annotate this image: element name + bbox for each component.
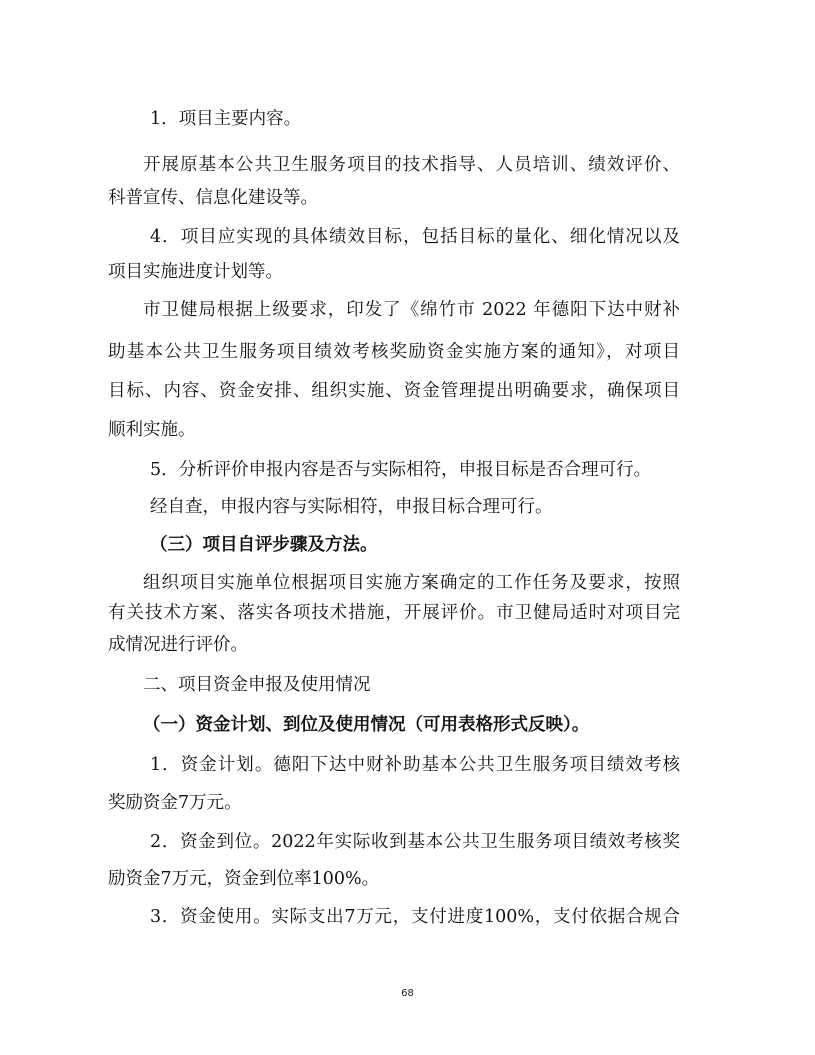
paragraph-line: 助基本公共卫生服务项目绩效考核奖励资金实施方案的通知》，对项目 (108, 342, 680, 362)
paragraph-line: 励资金7万元，资金到位率100%。 (108, 869, 380, 889)
paragraph-line: 组织项目实施单位根据项目实施方案确定的工作任务及要求，按照 (143, 573, 680, 593)
paragraph-line: 4．项目应实现的具体绩效目标，包括目标的量化、细化情况以及 (150, 227, 680, 247)
paragraph-line: 目标、内容、资金安排、组织实施、资金管理提出明确要求，确保项目 (108, 381, 680, 401)
paragraph-line: 3．资金使用。实际支出7万元，支付进度100%，支付依据合规合 (150, 907, 680, 927)
paragraph-self-check: 经自查，申报内容与实际相符，申报目标合理可行。 (150, 497, 553, 517)
paragraph-line: 1．资金计划。德阳下达中财补助基本公共卫生服务项目绩效考核 (150, 755, 680, 775)
paragraph-line: 有关技术方案、落实各项技术措施，开展评价。市卫健局适时对项目完 (108, 603, 680, 623)
section-heading: （三）项目自评步骤及方法。 (150, 535, 378, 555)
paragraph-line: 科普宣传、信息化建设等。 (108, 188, 318, 208)
paragraph-line: 项目实施进度计划等。 (108, 262, 283, 282)
chapter-heading: 二、项目资金申报及使用情况 (143, 675, 371, 695)
paragraph-project-content: 1．项目主要内容。 (150, 109, 302, 129)
paragraph-line: 顺利实施。 (108, 420, 196, 440)
paragraph-analysis: 5．分析评价申报内容是否与实际相符，申报目标是否合理可行。 (150, 460, 652, 480)
paragraph-line: 奖励资金7万元。 (108, 793, 242, 813)
section-heading: （一）资金计划、到位及使用情况（可用表格形式反映）。 (143, 715, 590, 735)
paragraph-line: 开展原基本公共卫生服务项目的技术指导、人员培训、绩效评价、 (143, 155, 680, 175)
paragraph-line: 成情况进行评价。 (108, 635, 248, 655)
paragraph-line: 市卫健局根据上级要求，印发了《绵竹市 2022 年德阳下达中财补 (143, 300, 680, 320)
paragraph-line: 2．资金到位。2022年实际收到基本公共卫生服务项目绩效考核奖 (150, 832, 680, 852)
page-number: 68 (401, 988, 414, 999)
